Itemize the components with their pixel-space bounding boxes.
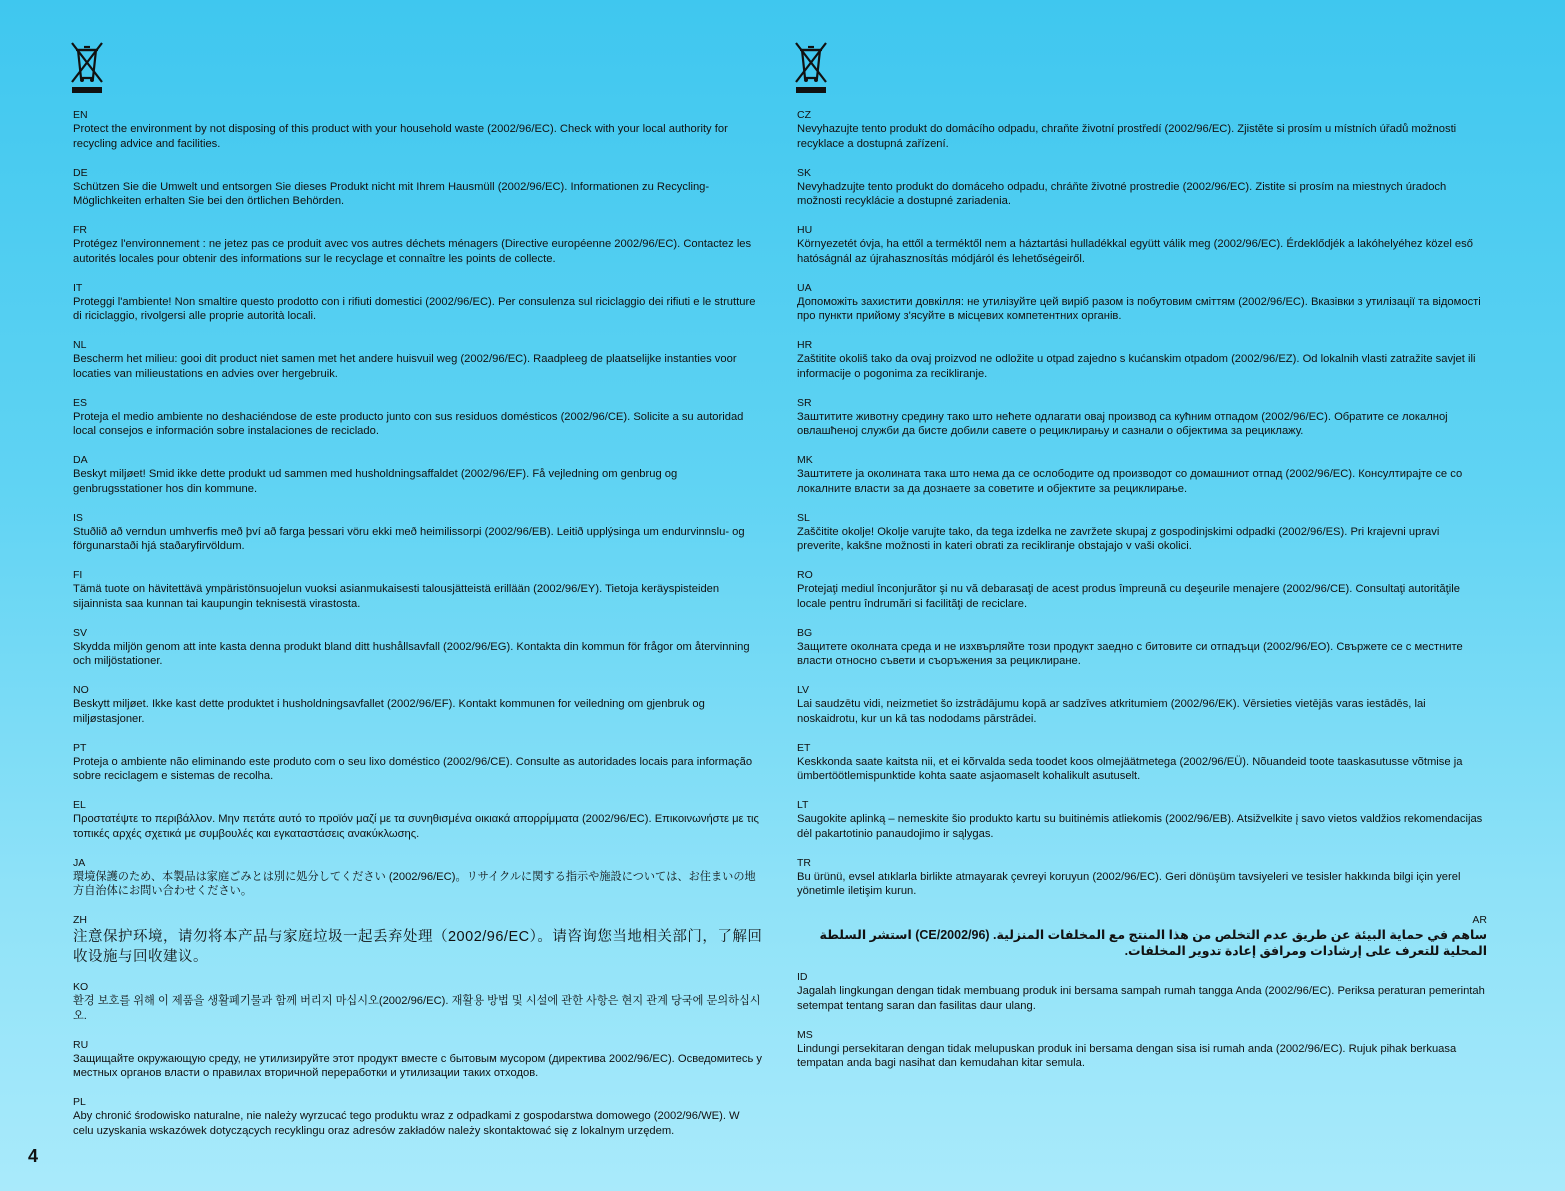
disposal-statement: Nevyhazujte tento produkt do domácího odpadu, chraňte životní prostředí (2002/96/EC). Zjistěte si prosím u místních úřadů možnosti recyklace a dostupná zařízení.	[797, 123, 1457, 150]
disposal-statement: Protect the environment by not disposing of this product with your household waste (2002/96/EC). Check with your local authority for recycling advice and facilities.	[73, 123, 728, 150]
disposal-statement: Proteggi l'ambiente! Non smaltire questo prodotto con i rifiuti domestici (2002/96/EC). Per consulenza sul riciclaggio dei rifiuti e le strutture di riciclaggio, rivolgersi alle proprie autorità locali.	[73, 295, 756, 322]
language-block-it	[73, 281, 763, 339]
left-statement-list	[73, 108, 763, 1167]
language-block-ua	[797, 281, 1487, 339]
language-block-hr	[797, 338, 1487, 396]
language-block-fi	[73, 568, 763, 626]
language-code: RU	[73, 1038, 89, 1051]
disposal-statement: Keskkonda saate kaitsta nii, et ei kõrvalda seda toodet koos olmejäätmetega (2002/96/EÜ). Nõuandeid toote taaskasutusse võtmise ja ümbertöötlemispunktide kohta saate asjaomaselt kohalikult asutuselt.	[797, 755, 1463, 782]
right-statement-list	[797, 108, 1487, 1085]
language-block-no	[73, 683, 763, 741]
language-block-pt	[73, 741, 763, 799]
disposal-statement: ساهم في حماية البيئة عن طريق عدم التخلص من هذا المنتج مع المخلفات المنزلية. (CE/2002/96) استشر السلطة المحلية للتعرف على إرشادات ومرافق إعادة تدوير المخلفات.	[819, 928, 1487, 958]
language-code: ID	[797, 971, 808, 983]
disposal-statement: Lai saudzētu vidi, neizmetiet šo izstrādājumu kopā ar sadzīves atkritumiem (2002/96/EK). Vērsieties vietējās varas iestādēs, lai noskaidrotu, kur un kā tas nododams pārstrādei.	[797, 698, 1426, 725]
language-block-de	[73, 166, 763, 224]
language-block-id	[797, 970, 1487, 1028]
language-code: AR	[1472, 914, 1487, 926]
language-block-hu	[797, 223, 1487, 281]
language-code: CZ	[797, 109, 811, 121]
disposal-statement: Proteja el medio ambiente no deshaciéndose de este producto junto con sus residuos domésticos (2002/96/CE). Solicite a su autoridad local consejos e información sobre instalaciones de reciclado.	[73, 410, 744, 437]
disposal-statement: Zaščitite okolje! Okolje varujte tako, da tega izdelka ne zavržete skupaj z gospodinjskimi odpadki (2002/96/ES). Pri krajevni upravi preverite, kakšne možnosti in kateri obrati za recikliranje obstajajo v vaši okolici.	[797, 525, 1440, 552]
language-block-is	[73, 511, 763, 569]
language-block-el	[73, 798, 763, 856]
language-code: ES	[73, 396, 88, 409]
language-code: NL	[73, 339, 87, 351]
language-code: IS	[73, 511, 83, 524]
page-number: 4	[28, 1146, 39, 1166]
language-block-es	[73, 396, 763, 454]
language-code: HU	[797, 224, 813, 236]
disposal-statement: Proteja o ambiente não eliminando este produto com o seu lixo doméstico (2002/96/CE). Consulte as autoridades locais para informação sobre reciclagem e sistemas de recolha.	[73, 755, 753, 782]
language-code: TR	[797, 856, 811, 869]
language-block-nl	[73, 338, 763, 396]
language-code: SL	[797, 511, 810, 524]
language-code: EN	[73, 109, 88, 121]
language-code: ET	[797, 741, 811, 754]
disposal-statement: Bu ürünü, evsel atıklarla birlikte atmayarak çevreyi koruyun (2002/96/EC). Geri dönüşüm tavsiyeleri ve tesisler hakkında bilgi için yerel yönetimle iletişim kurun.	[797, 870, 1461, 897]
disposal-statement: Schützen Sie die Umwelt und entsorgen Sie dieses Produkt nicht mit Ihrem Hausmüll (2002/96/EC). Informationen zu Recycling-Möglichkeiten erhalten Sie bei den örtlichen Behörden.	[73, 180, 710, 207]
language-code: FI	[73, 569, 83, 581]
language-block-ko	[73, 980, 763, 1038]
language-block-fr	[73, 223, 763, 281]
language-code: PL	[73, 1096, 86, 1108]
language-block-ms	[797, 1028, 1487, 1086]
language-code: ZH	[73, 914, 87, 926]
disposal-statement: Skydda miljön genom att inte kasta denna produkt bland ditt hushållsavfall (2002/96/EG). Kontakta din kommun för frågor om återvinning och miljöstationer.	[73, 640, 750, 667]
left-column	[73, 40, 763, 1167]
disposal-statement: Aby chronić środowisko naturalne, nie należy wyrzucać tego produktu wraz z odpadkami z gospodarstwa domowego (2002/96/WE). W celu uzyskania wskazówek dotyczących recyklingu oraz adresów zakładów należy skontaktować się z lokalnym urzędem.	[73, 1110, 740, 1137]
disposal-statement: Protejaţi mediul înconjurător şi nu vă debarasaţi de acest produs împreună cu deşeurile menajere (2002/96/CE). Consultaţi autorităţile locale pentru îndrumări si facilităţi de reciclare.	[797, 583, 1460, 610]
disposal-statement: 환경 보호를 위해 이 제품을 생활폐기물과 함께 버리지 마십시오(2002/96/EC). 재활용 방법 및 시설에 관한 사항은 현지 관계 당국에 문의하십시오.	[73, 995, 761, 1022]
language-block-sr	[797, 396, 1487, 454]
language-block-ar	[797, 913, 1487, 970]
language-code: SV	[73, 626, 88, 639]
language-code: BG	[797, 626, 813, 639]
language-code: SR	[797, 396, 812, 409]
language-block-ro	[797, 568, 1487, 626]
disposal-statement: Tämä tuote on hävitettävä ympäristönsuojelun vuoksi asianmukaisesti talousjätteistä erillään (2002/96/EY). Tietoja keräyspisteiden sijainnista saa kunnan tai kaupungin teknisestä virastosta.	[73, 583, 720, 610]
disposal-statement: Protégez l'environnement : ne jetez pas ce produit avec vos autres déchets ménagers (Directive européenne 2002/96/EC). Contactez les autorités locales pour obtenir des informations sur le recyclage et connaître les points de collecte.	[73, 238, 752, 265]
language-code: LV	[797, 684, 810, 696]
disposal-statement: Beskyt miljøet! Smid ikke dette produkt ud sammen med husholdningsaffaldet (2002/96/EF). Få vejledning om genbrug og genbrugsstationer hos din kommune.	[73, 468, 678, 495]
language-block-lv	[797, 683, 1487, 741]
disposal-statement: Bescherm het milieu: gooi dit product niet samen met het andere huisvuil weg (2002/96/EC). Raadpleeg de plaatselijke instanties voor locaties van milieustations en advies over hergebruik.	[73, 353, 737, 380]
disposal-statement: Lindungi persekitaran dengan tidak melupuskan produk ini bersama dengan sisa isi rumah anda (2002/96/EC). Rujuk pihak berkuasa tempatan anda bagi nasihat dan kemudahan kitar semula.	[797, 1042, 1457, 1069]
disposal-statement: Προστατέψτε το περιβάλλον. Μην πετάτε αυτό το προϊόν μαζί με τα συνηθισμένα οικιακά απορρίμματα (2002/96/ΕC). Επικοινωνήστε με τις τοπικές αρχές σχετικά με συμβουλές και εγκαταστάσεις ανακύκλωσης.	[73, 813, 759, 840]
disposal-statement: Заштитите животну средину тако што нећете одлагати овај производ са кућним отпадом (2002/96/EC). Обратите се локалној овлашћеној служби да бисте добили савете о рециклирању и сазнали о објектима за рециклажу.	[797, 410, 1448, 437]
language-block-sk	[797, 166, 1487, 224]
disposal-statement: Jagalah lingkungan dengan tidak membuang produk ini bersama sampah rumah tangga Anda (2002/96/EC). Periksa peraturan pemerintah setempat tentang saran dan fasilitas daur ulang.	[797, 985, 1485, 1012]
disposal-statement: 環境保護のため、本製品は家庭ごみとは別に処分してください (2002/96/EC)。リサイクルに関する指示や施設については、お住まいの地方自治体にお問い合わせください。	[73, 870, 756, 897]
language-code: MS	[797, 1028, 813, 1041]
language-block-tr	[797, 856, 1487, 914]
language-code: KO	[73, 981, 89, 993]
disposal-statement: Beskytt miljøet. Ikke kast dette produktet i husholdningsavfallet (2002/96/EF). Kontakt kommunen for veiledning om gjenbruk og miljøstasjoner.	[73, 698, 705, 725]
language-block-en	[73, 108, 763, 166]
right-column	[797, 40, 1487, 1085]
language-block-ru	[73, 1038, 763, 1096]
language-block-sv	[73, 626, 763, 684]
language-block-et	[797, 741, 1487, 799]
language-block-ja	[73, 856, 763, 914]
disposal-statement: 注意保护环境，请勿将本产品与家庭垃圾一起丢弃处理（2002/96/EC）。请咨询您当地相关部门，了解回收设施与回收建议。	[73, 929, 763, 965]
language-code: DE	[73, 166, 88, 179]
language-code: FR	[73, 224, 87, 236]
weee-crossed-bin-icon	[69, 40, 105, 94]
language-block-da	[73, 453, 763, 511]
disposal-statement: Защищайте окружающую среду, не утилизируйте этот продукт вместе с бытовым мусором (директива 2002/96/EC). Осведомитесь у местных органов власти о правилах вторичной переработки и утилизации таких отходов.	[73, 1052, 763, 1079]
disposal-statement: Környezetét óvja, ha ettől a terméktől nem a háztartási hulladékkal együtt válik meg (2002/96/EC). Érdeklődjék a lakóhelyéhez közel eső hatóságnál az újrahasznosítás módjáról és lehetőségeiről.	[797, 238, 1473, 265]
language-block-bg	[797, 626, 1487, 684]
disposal-statement: Stuðlið að verndun umhverfis með því að farga þessari vöru ekki með heimilissorpi (2002/96/EB). Leitið upplýsinga um endurvinnslu- og förgunarstaði hjá staðaryfirvöldum.	[73, 525, 745, 552]
language-code: DA	[73, 454, 88, 466]
language-code: HR	[797, 339, 813, 351]
language-block-sl	[797, 511, 1487, 569]
language-code: JA	[73, 856, 86, 869]
language-code: RO	[797, 569, 813, 581]
language-code: SK	[797, 166, 812, 179]
language-code: EL	[73, 799, 86, 811]
disposal-statement: Zaštitite okoliš tako da ovaj proizvod ne odložite u otpad zajedno s kućanskim otpadom (2002/96/EZ). Od lokalnih vlasti zatražite savjet ili informacije o pogonima za recikliranje.	[797, 353, 1476, 380]
disposal-statement: Заштитете ја околината така што нема да се ослободите од производот со домашниот отпад (2002/96/EC). Консултирајте се со локалните власти за да дознаете за советите и објектите за рециклирање.	[797, 468, 1463, 495]
language-block-cz	[797, 108, 1487, 166]
disposal-statement: Допоможіть захистити довкілля: не утилізуйте цей виріб разом із побутовим сміттям (2002/96/EC). Вказівки з утилізації та відомості про пункти прийому з'ясуйте в місцевих компетентних органів.	[797, 295, 1481, 322]
disposal-statement: Nevyhadzujte tento produkt do domáceho odpadu, chráňte životné prostredie (2002/96/EC). Zistite si prosím na miestnych úradoch možnosti recyklácie a dostupné zariadenia.	[797, 180, 1447, 207]
language-block-pl	[73, 1095, 763, 1167]
language-block-mk	[797, 453, 1487, 511]
language-code: PT	[73, 741, 87, 754]
language-block-lt	[797, 798, 1487, 856]
language-code: LT	[797, 799, 809, 811]
weee-crossed-bin-icon	[793, 40, 829, 94]
disposal-statement: Saugokite aplinką – nemeskite šio produkto kartu su buitinėmis atliekomis (2002/96/EB). Atsižvelkite į savo vietos valdžios rekomendacijas dėl pakartotinio panaudojimo ir sąlygas.	[797, 813, 1483, 840]
language-block-zh	[73, 913, 763, 980]
language-code: UA	[797, 281, 812, 294]
language-code: IT	[73, 281, 83, 294]
language-code: MK	[797, 454, 813, 466]
language-code: NO	[73, 684, 89, 696]
disposal-statement: Защитете околната среда и не изхвърляйте този продукт заедно с битовите си отпадъци (2002/96/ЕО). Свържете се с местните власти относно съвети и съоръжения за рециклиране.	[797, 640, 1463, 667]
